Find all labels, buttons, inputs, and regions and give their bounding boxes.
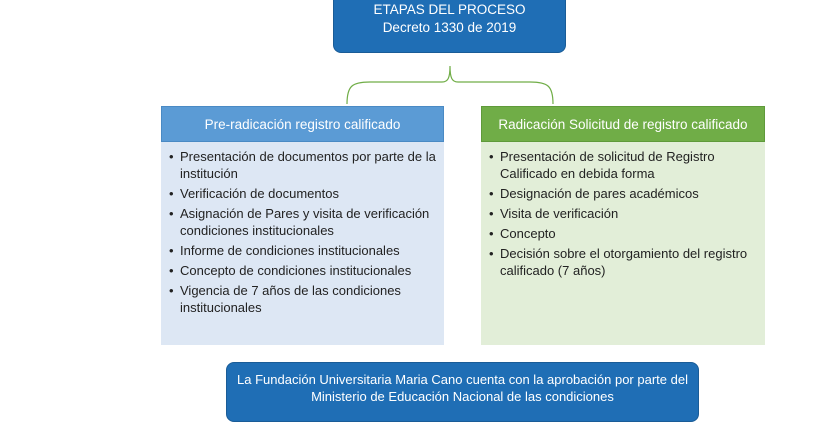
list-item: • Verificación de documentos [169, 185, 440, 202]
list-item: • Presentación de documentos por parte de la institución [169, 148, 440, 182]
pre-filing-list-box [161, 142, 444, 345]
list-item: • Designación de pares académicos [489, 185, 761, 202]
decree-label: Decreto 1330 de 2019 [382, 20, 517, 35]
filing-list [481, 142, 765, 279]
brace-connector [330, 60, 570, 110]
filing-list-box [481, 142, 765, 345]
list-item: • Presentación de solicitud de Registro Calificado en debida forma [489, 148, 761, 182]
process-stages-title: ETAPAS DEL PROCESO [373, 2, 526, 17]
list-item: • Decisión sobre el otorgamiento del registro calificado (7 años) [489, 245, 761, 279]
list-item: • Vigencia de 7 años de las condiciones institucionales [169, 282, 440, 316]
filing-header [481, 106, 765, 142]
filing-title: Radicación Solicitud de registro calificado [498, 116, 748, 132]
pre-filing-header [161, 106, 444, 142]
list-item: • Visita de verificación [489, 205, 761, 222]
approval-note-box [226, 362, 699, 422]
pre-filing-title: Pre-radicación registro calificado [204, 116, 401, 132]
pre-filing-list [161, 142, 444, 316]
list-item: • Asignación de Pares y visita de verificación condiciones institucionales [169, 205, 440, 239]
list-item: • Concepto de condiciones institucionales [169, 262, 440, 279]
process-stages-box [333, 0, 566, 53]
approval-note-text: La Fundación Universitaria Maria Cano cuenta con la aprobación por parte del Ministerio de Educación Nacional de las condiciones [237, 372, 688, 404]
list-item: • Concepto [489, 225, 761, 242]
list-item: • Informe de condiciones institucionales [169, 242, 440, 259]
